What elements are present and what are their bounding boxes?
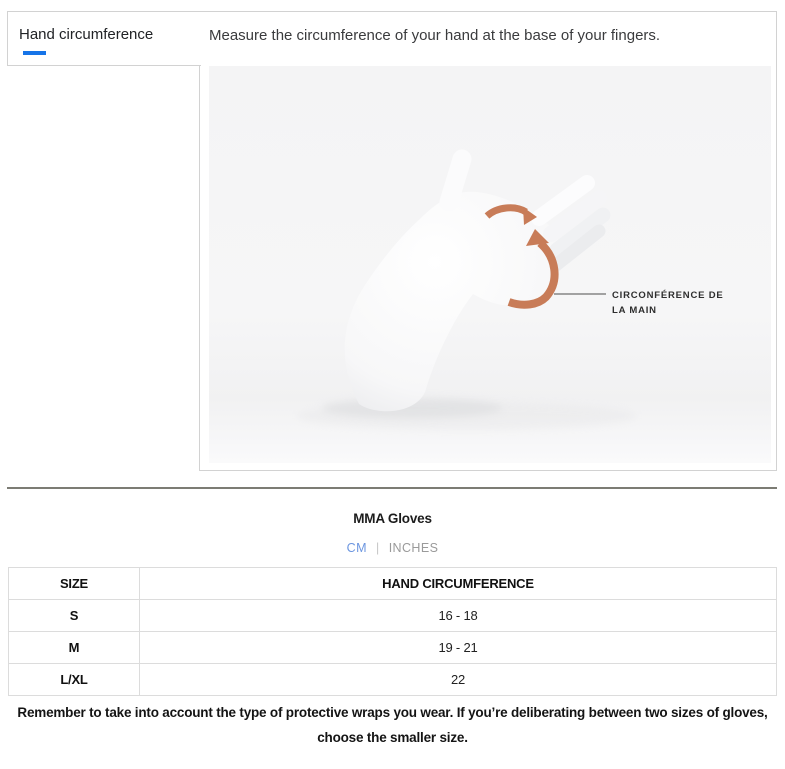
size-table [8, 567, 777, 696]
value-cell: 22 [140, 664, 777, 696]
size-table-header-size: SIZE [9, 568, 140, 600]
table-header-row [9, 568, 777, 600]
size-table-header-hand-circumference: HAND CIRCUMFERENCE [140, 568, 777, 600]
size-cell: M [9, 632, 140, 664]
hand-illustration [209, 66, 771, 463]
value-cell: 16 - 18 [140, 600, 777, 632]
tab-label: Hand circumference [19, 26, 154, 43]
table-row [9, 600, 777, 632]
annotation-label-line1: CIRCONFÉRENCE DE [612, 290, 724, 301]
hand-measurement-figure [209, 66, 771, 463]
sizing-note [0, 700, 785, 750]
size-cell: L/XL [9, 664, 140, 696]
unit-toggle [0, 540, 785, 555]
value-cell: 19 - 21 [140, 632, 777, 664]
unit-toggle-inches[interactable]: INCHES [388, 540, 439, 555]
size-table-title: MMA Gloves [353, 511, 432, 526]
table-row [9, 664, 777, 696]
active-tab-indicator [23, 51, 46, 55]
thumb [449, 159, 462, 202]
table-row [9, 632, 777, 664]
annotation-label-line2: LA MAIN [612, 305, 657, 316]
measurement-panel [199, 11, 777, 471]
unit-separator: | [375, 540, 380, 555]
sizing-note-text: Remember to take into account the type of protective wraps you wear. If you’re deliberating between two sizes of gloves, choose the smaller size. [17, 705, 768, 745]
measurement-instruction: Measure the circumference of your hand at the base of your fingers. [209, 27, 661, 44]
size-cell: S [9, 600, 140, 632]
section-divider [7, 487, 777, 489]
tab-hand-circumference[interactable] [7, 11, 201, 66]
unit-toggle-cm[interactable]: CM [346, 540, 367, 555]
